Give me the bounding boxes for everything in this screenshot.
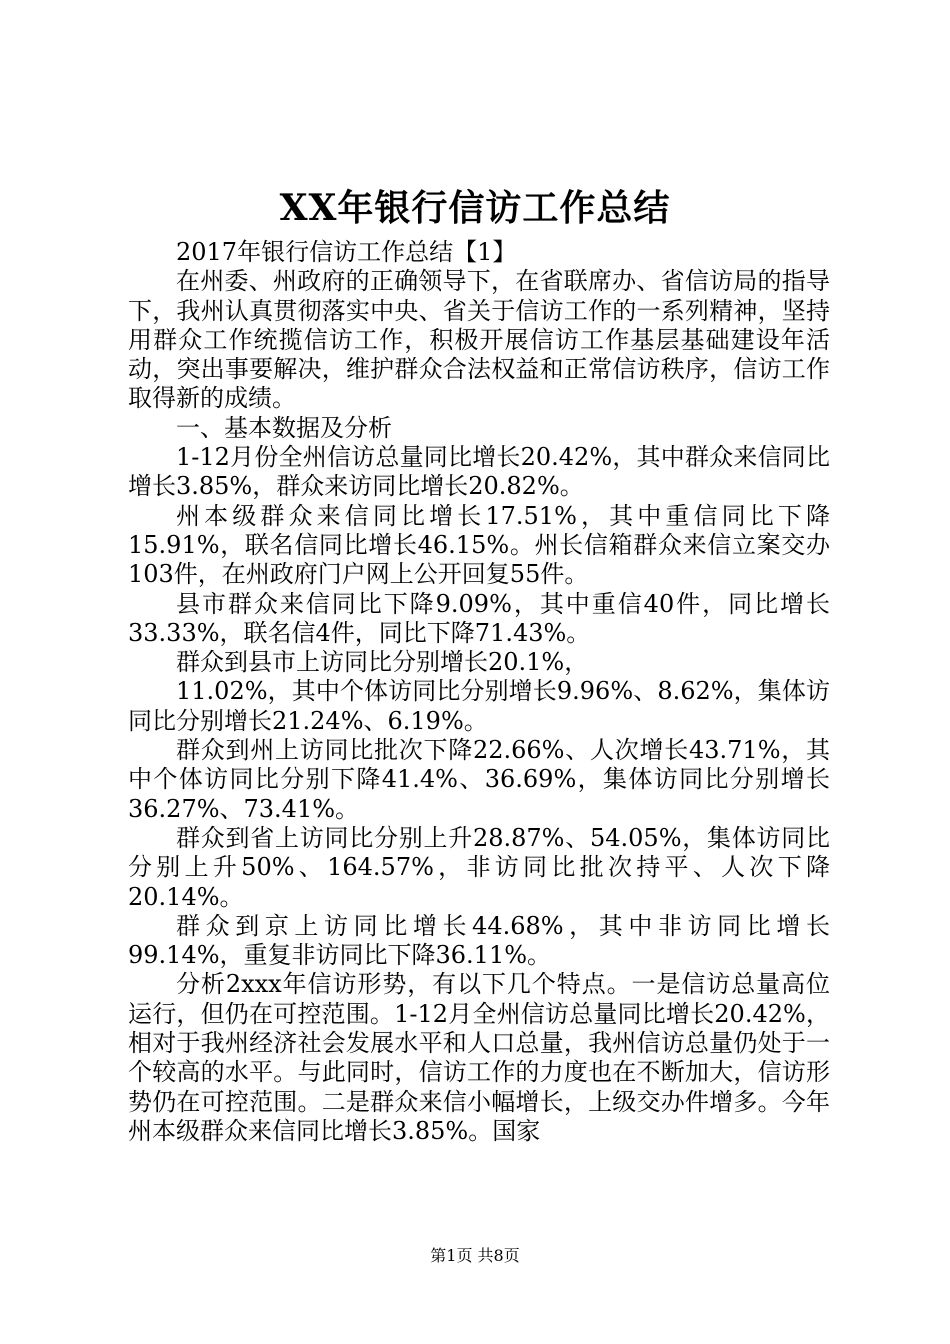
- paragraph-analysis: 分析2xxx年信访形势，有以下几个特点。一是信访总量高位运行，但仍在可控范围。1-12月全州信访总量同比增长20.42%，相对于我州经济社会发展水平和人口总量，我州信访总量仍处于一个较高的水平。与此同时，信访工作的力度也在不断加大，信访形势仍在可控范围。二是群众来信小幅增长，上级交办件增多。今年州本级群众来信同比增长3.85%。国家: [128, 970, 830, 1145]
- section-heading: 一、基本数据及分析: [176, 413, 392, 442]
- paragraph-total: 1-12月份全州信访总量同比增长20.42%，其中群众来信同比增长3.85%，群众来访同比增长20.82%。: [128, 443, 830, 501]
- paragraph-province-visits: 群众到省上访同比分别上升28.87%、54.05%，集体访同比分别上升50%、164.57%，非访同比批次持平、人次下降20.14%。: [128, 823, 830, 911]
- paragraph-county-visits-continued: 11.02%，其中个体访同比分别增长9.96%、8.62%，集体访同比分别增长21.24%、6.19%。: [128, 677, 830, 735]
- page-footer: 第1页 共8页: [430, 1246, 520, 1265]
- document-title: XX年银行信访工作总结: [279, 187, 671, 229]
- paragraph-intro: 在州委、州政府的正确领导下，在省联席办、省信访局的指导下，我州认真贯彻落实中央、省关于信访工作的一系列精神，坚持用群众工作统揽信访工作，积极开展信访工作基层基础建设年活动，突出事要解决，维护群众合法权益和正常信访秩序，信访工作取得新的成绩。: [128, 267, 830, 413]
- paragraph-beijing-visits: 群众到京上访同比增长44.68%，其中非访同比增长99.14%，重复非访同比下降36.11%。: [128, 911, 830, 970]
- paragraph-county-visits: 群众到县市上访同比分别增长20.1%，: [176, 648, 589, 677]
- document-body: [128, 238, 830, 1146]
- paragraph-prefecture-letters: 州本级群众来信同比增长17.51%，其中重信同比下降15.91%，联名信同比增长46.15%。州长信箱群众来信立案交办103件，在州政府门户网上公开回复55件。: [128, 501, 830, 589]
- paragraph-prefecture-visits: 群众到州上访同比批次下降22.66%、人次增长43.71%，其中个体访同比分别下降41.4%、36.69%，集体访同比分别增长36.27%、73.41%。: [128, 736, 830, 823]
- paragraph-subtitle: 2017年银行信访工作总结【1】: [176, 238, 517, 266]
- paragraph-county-letters: 县市群众来信同比下降9.09%，其中重信40件，同比增长33.33%，联名信4件，同比下降71.43%。: [128, 589, 830, 647]
